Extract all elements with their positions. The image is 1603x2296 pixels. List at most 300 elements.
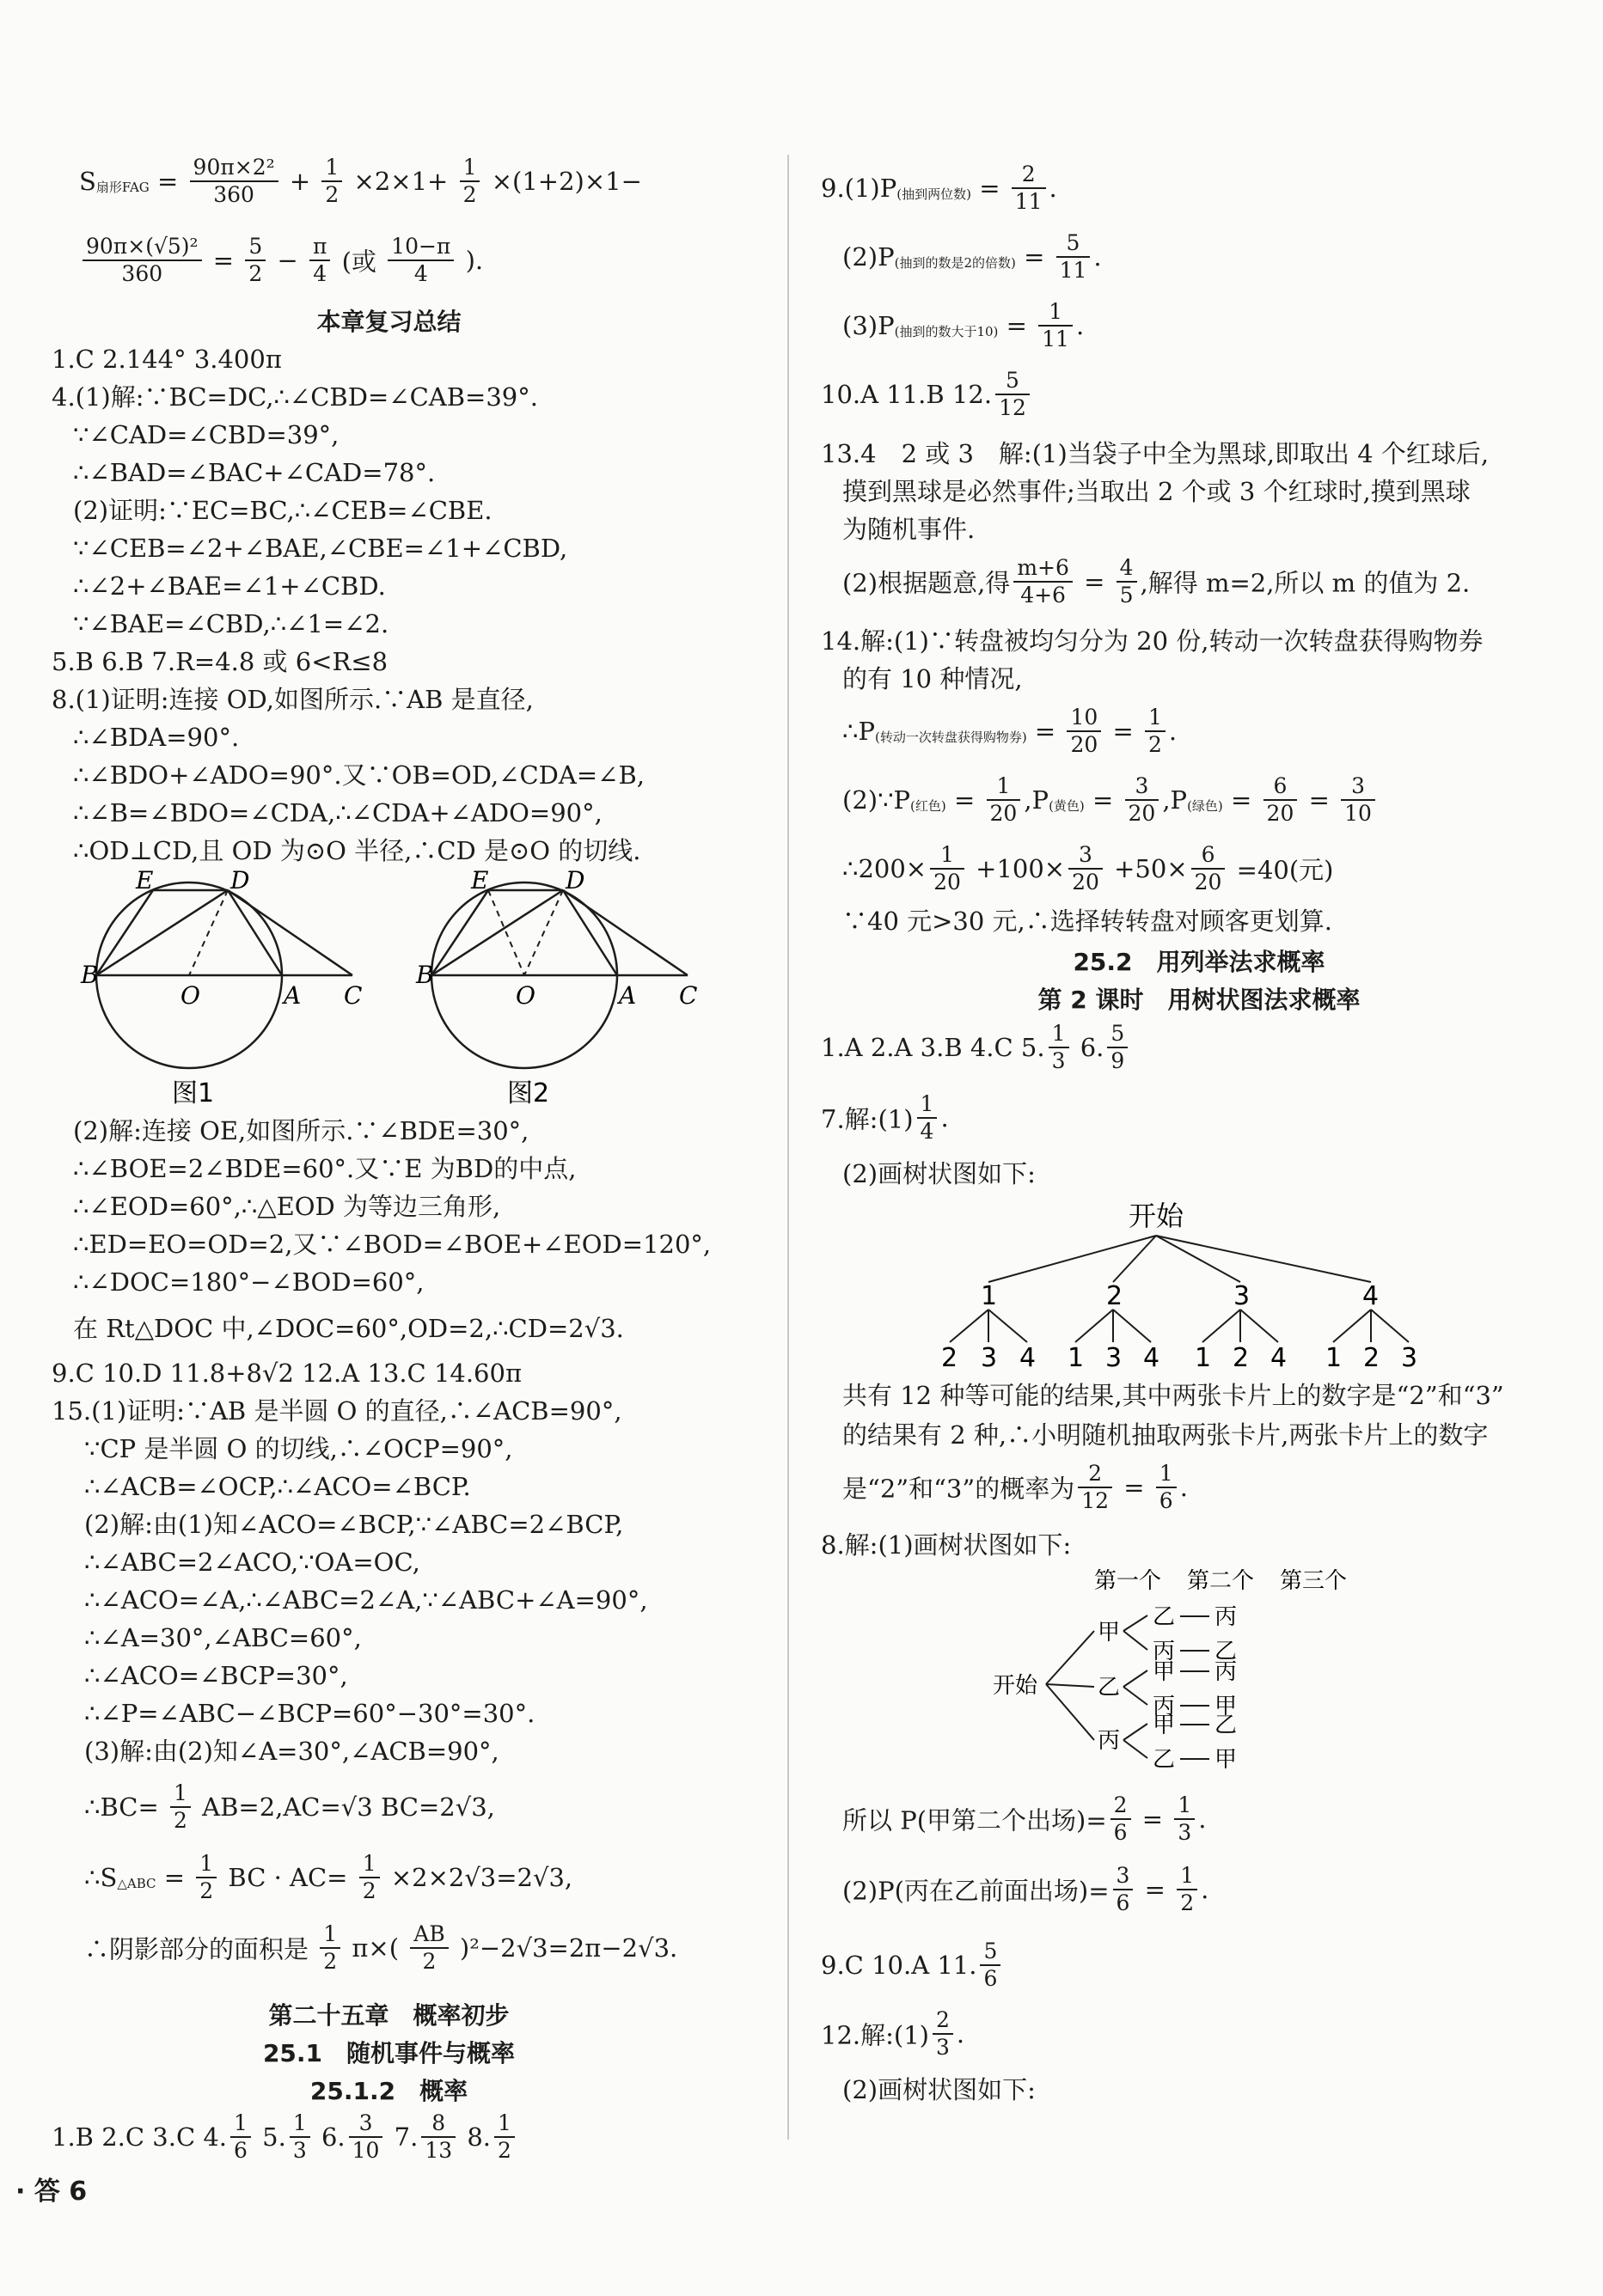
- numerator: 5: [1006, 368, 1019, 393]
- answers-25-1-2: [52, 2110, 518, 2164]
- denominator: 2: [245, 260, 266, 287]
- answer-line: 4.(1)解:∵BC=DC,∴∠CBD=∠CAB=39°.: [52, 382, 538, 412]
- fraction: [388, 234, 454, 287]
- q9-11: [821, 1939, 1004, 1992]
- shaded-area-line: [84, 1921, 677, 1975]
- fraction: [1156, 1461, 1177, 1514]
- formula-text: .: [1093, 242, 1102, 272]
- tree-leaf: 丙: [1214, 1659, 1238, 1685]
- formula-text: ×2×1+: [353, 167, 449, 196]
- line-oe-dashed: [488, 890, 524, 975]
- q9-2: [842, 230, 1102, 284]
- page-number: · 答 6: [15, 2177, 88, 2207]
- formula-text: .: [1168, 717, 1178, 746]
- denominator: 12: [995, 394, 1030, 421]
- q8-2-prob: [842, 1863, 1208, 1916]
- fraction: [359, 1851, 380, 1904]
- answer-line: ∵CP 是半圆 O 的切线,∴∠OCP=90°,: [84, 1434, 513, 1463]
- label-d: D: [230, 866, 250, 895]
- fraction: [1110, 1792, 1131, 1846]
- denominator: 2: [1177, 1889, 1197, 1916]
- figure-2-circle-diagram: [416, 866, 713, 1126]
- fraction: [230, 2110, 251, 2164]
- numerator: 90π×2²: [193, 155, 275, 180]
- formula-text: =: [1034, 717, 1056, 746]
- numerator: 10: [1070, 705, 1098, 730]
- formula-text: 12.解:(1): [821, 2020, 929, 2050]
- formula-text: ∴P: [842, 717, 875, 746]
- numerator: 3: [358, 2110, 373, 2135]
- denominator: 20: [930, 868, 964, 895]
- answer-line: 5.B 6.B 7.R=4.8 或 6<R≤8: [52, 647, 389, 676]
- formula-text: ∴200×: [842, 854, 927, 883]
- answer-line: ∴∠B=∠BDO=∠CDA,∴∠CDA+∠ADO=90°,: [73, 798, 603, 827]
- denominator: 2: [170, 1806, 191, 1834]
- fraction: [917, 1091, 938, 1145]
- formula-text: =: [1112, 717, 1134, 746]
- formula-text: ×(1+2)×1−: [491, 167, 642, 196]
- formula-text: +100×: [976, 854, 1066, 883]
- denominator: 2: [321, 180, 342, 208]
- fraction: [1191, 842, 1226, 895]
- formula-subscript: (绿色): [1187, 798, 1223, 814]
- formula-text: =: [1123, 1473, 1145, 1502]
- answer-line: ∴∠ACO=∠BCP=30°,: [84, 1661, 348, 1690]
- formula-text: 6.: [321, 2122, 346, 2152]
- label-a: A: [284, 981, 302, 1010]
- formula-text: )²−2√3=2π−2√3.: [459, 1933, 678, 1963]
- numerator: 1: [1051, 1021, 1066, 1046]
- answers-25-2: [821, 1021, 1131, 1074]
- numerator: 5: [1110, 1021, 1125, 1046]
- formula-text: (2)根据题意,得: [842, 568, 1011, 598]
- branch: [1123, 1687, 1147, 1705]
- tree-leaf: 1: [1195, 1343, 1212, 1373]
- formula-text: (或: [341, 247, 376, 277]
- formula-text: 6.: [1080, 1033, 1104, 1062]
- formula-text: ).: [465, 246, 484, 275]
- formula-text: =: [157, 167, 179, 196]
- q9-1: [821, 162, 1057, 215]
- denominator: 2: [359, 1877, 380, 1904]
- chapter-title: 第二十五章 概率初步: [268, 2001, 510, 2030]
- denominator: 6: [1110, 1818, 1131, 1846]
- formula-text: ,P: [1024, 785, 1049, 815]
- section-title: 本章复习总结: [316, 308, 462, 336]
- branch: [1075, 1310, 1113, 1342]
- formula-text: =: [1084, 567, 1105, 596]
- numerator: 10−π: [391, 234, 451, 259]
- numerator: 1: [1178, 1792, 1192, 1817]
- label-e: E: [136, 866, 154, 895]
- formula-text: π×(: [352, 1933, 400, 1963]
- denominator: 13: [421, 2136, 456, 2164]
- numerator: 5: [983, 1939, 998, 1963]
- q14-2-prob: [842, 773, 1379, 827]
- formula-text: =: [1231, 785, 1252, 815]
- numerator: 3: [1351, 773, 1365, 798]
- answer-line: 的有 10 种情况,: [842, 664, 1023, 693]
- fraction: [1117, 555, 1137, 608]
- numerator: π: [312, 234, 327, 259]
- answer-line: ∴∠A=30°,∠ABC=60°,: [84, 1623, 362, 1652]
- denominator: 20: [987, 799, 1021, 827]
- answer-line: 8.(1)证明:连接 OD,如图所示.∵AB 是直径,: [52, 685, 534, 714]
- numerator: 6: [1273, 773, 1288, 798]
- numerator: 1: [462, 155, 477, 180]
- subsection-title: 25.1.2 概率: [309, 2077, 468, 2105]
- numerator: 3: [1135, 773, 1149, 798]
- formula-text: 9.(1)P: [821, 174, 897, 203]
- answer-line: ∵∠CEB=∠2+∠BAE,∠CBE=∠1+∠CBD,: [73, 534, 568, 563]
- formula-subscript: (抽到的数大于10): [894, 324, 999, 339]
- numerator: 1: [292, 2110, 307, 2135]
- answer-line: ∴∠EOD=60°,∴△EOD 为等边三角形,: [73, 1192, 501, 1221]
- numerator: 1: [1148, 705, 1162, 730]
- tree-leaf: 乙: [1214, 1713, 1238, 1738]
- fraction: [245, 234, 266, 287]
- tree-node: 甲: [1153, 1659, 1176, 1685]
- fraction: [930, 842, 964, 895]
- formula-text: .: [1075, 311, 1085, 340]
- denominator: 5: [1117, 581, 1137, 608]
- denominator: 9: [1107, 1047, 1128, 1074]
- tree-leaf: 1: [1325, 1343, 1343, 1373]
- bc-line: [84, 1780, 495, 1834]
- branch: [1333, 1310, 1371, 1342]
- column-header: 第二个: [1187, 1568, 1255, 1594]
- column-header: 第一个: [1094, 1568, 1162, 1594]
- fraction: [1078, 1461, 1112, 1514]
- formula-subscript: (抽到的数是2的倍数): [894, 255, 1016, 271]
- tree-leaf: 3: [1401, 1343, 1418, 1373]
- branch: [1156, 1236, 1240, 1282]
- fraction: [494, 2110, 515, 2164]
- q7-result: [842, 1461, 1188, 1514]
- formula-text: ×2×2√3=2√3,: [390, 1863, 573, 1892]
- label-o: O: [516, 981, 535, 1010]
- fraction: [349, 2110, 383, 2164]
- denominator: 2: [320, 1947, 340, 1975]
- fraction: [170, 1780, 191, 1834]
- numerator: 2: [1021, 162, 1036, 186]
- formula-text: ,P: [1162, 785, 1188, 815]
- formula-text: +: [289, 167, 311, 196]
- numerator: 1: [920, 1091, 934, 1116]
- formula-text: .: [956, 2019, 965, 2049]
- answer-line: 15.(1)证明:∵AB 是半圆 O 的直径,∴∠ACB=90°,: [52, 1396, 622, 1426]
- fraction: [1068, 842, 1103, 895]
- denominator: 20: [1068, 868, 1103, 895]
- figure-1-circle-diagram: [81, 866, 378, 1126]
- denominator: 6: [980, 1964, 1000, 1992]
- tree-node: 3: [1233, 1281, 1251, 1311]
- answer-line: 14.解:(1)∵转盘被均匀分为 20 份,转动一次转盘获得购物券: [821, 626, 1484, 656]
- formula-text: =: [1141, 1804, 1164, 1834]
- numerator: 1: [199, 1851, 214, 1876]
- fraction: [1067, 705, 1101, 758]
- denominator: 2: [410, 1947, 448, 1975]
- answer-line: ∴∠BAD=∠BAC+∠CAD=78°.: [73, 458, 436, 487]
- formula-text: =: [1024, 242, 1045, 272]
- branch: [1046, 1631, 1094, 1684]
- tree-diagram-order: [993, 1564, 1388, 1787]
- label-c: C: [344, 981, 363, 1010]
- numerator: 1: [362, 1851, 376, 1876]
- label-o: O: [180, 981, 200, 1010]
- denominator: 4+6: [1013, 581, 1073, 608]
- tree-leaf: 1: [1068, 1343, 1085, 1373]
- fraction: [1145, 705, 1166, 758]
- left-column: [0, 0, 778, 2296]
- formula-text: =: [1092, 785, 1114, 815]
- answer-line: (2)解:由(1)知∠ACO=∠BCP,∵∠ABC=2∠BCP,: [84, 1510, 624, 1539]
- tree-node: 丙: [1153, 1694, 1176, 1719]
- formula-text: 7.: [394, 2122, 419, 2152]
- branch: [1123, 1724, 1147, 1740]
- tree-leaf: 丙: [1214, 1604, 1238, 1630]
- fraction: [995, 368, 1030, 421]
- denominator: 12: [1078, 1487, 1112, 1514]
- fraction: [460, 155, 480, 208]
- answer-line: 摸到黑球是必然事件;当取出 2 个或 3 个红球时,摸到黑球: [842, 477, 1471, 506]
- numerator: 1: [174, 1780, 187, 1805]
- formula-text: (2)∵P: [842, 785, 911, 815]
- fraction: [933, 2007, 953, 2061]
- formula-subscript: (抽到两位数): [896, 186, 971, 202]
- branch: [1046, 1684, 1094, 1740]
- denominator: 20: [1125, 799, 1159, 827]
- formula-text: 所以 P(甲第二个出场)=: [842, 1805, 1107, 1835]
- fraction: [1107, 1021, 1128, 1074]
- tree-leaf: 2: [1363, 1343, 1380, 1373]
- numerator: 1: [996, 773, 1011, 798]
- fraction: [1177, 1863, 1197, 1916]
- numerator: 3: [1116, 1863, 1130, 1888]
- fraction: [190, 155, 278, 208]
- formula-text: 9.C 10.A 11.: [821, 1951, 977, 1980]
- tree-node: 乙: [1153, 1604, 1176, 1630]
- denominator: 360: [190, 180, 278, 208]
- formula-text: .: [940, 1103, 949, 1133]
- denominator: 2: [460, 180, 480, 208]
- q8-1-prob: [842, 1792, 1206, 1846]
- answer-line: ∴OD⊥CD,且 OD 为⊙O 半径,∴CD 是⊙O 的切线.: [73, 836, 641, 865]
- numerator: 8: [431, 2110, 446, 2135]
- denominator: 4: [309, 260, 330, 287]
- branch: [1202, 1310, 1240, 1342]
- numerator: 2: [1088, 1461, 1103, 1486]
- branch: [1123, 1631, 1147, 1650]
- area-abc-line: [84, 1851, 572, 1904]
- q10-12: [821, 368, 1033, 421]
- fraction: [1113, 1863, 1134, 1916]
- denominator: 3: [933, 2033, 953, 2061]
- tree-root: 开始: [993, 1673, 1038, 1699]
- q13-2: [842, 555, 1470, 608]
- numerator: m+6: [1017, 555, 1069, 580]
- sector-area-formula: [79, 155, 642, 208]
- tree-leaf: 3: [1105, 1343, 1123, 1373]
- formula-subscript: 扇形FAG: [95, 180, 150, 195]
- denominator: 2: [494, 2136, 515, 2164]
- formula-text: .: [1049, 174, 1057, 203]
- answer-line: ∴∠DOC=180°−∠BOD=60°,: [73, 1267, 425, 1297]
- denominator: 20: [1263, 799, 1298, 827]
- q14-1-prob: [842, 705, 1177, 758]
- formula-text: 1.A 2.A 3.B 4.C 5.: [821, 1033, 1045, 1062]
- branch: [950, 1310, 988, 1342]
- tree-node: 丙: [1153, 1639, 1176, 1664]
- formula-text: (2)P(丙在乙前面出场)=: [842, 1876, 1110, 1906]
- right-column: [795, 0, 1603, 2296]
- answer-line: (2)解:连接 OE,如图所示.∵∠BDE=30°,: [73, 1116, 529, 1145]
- denominator: 360: [83, 260, 202, 287]
- denominator: 3: [290, 2136, 310, 2164]
- fraction: [1013, 555, 1073, 608]
- answer-line: 共有 12 种等可能的结果,其中两张卡片上的数字是“2”和“3”: [842, 1381, 1504, 1410]
- formula-text: 10.A 11.B 12.: [821, 380, 993, 409]
- answer-line: 8.解:(1)画树状图如下:: [821, 1530, 1072, 1560]
- answer-line: ∴∠2+∠BAE=∠1+∠CBD.: [73, 571, 386, 601]
- branch: [988, 1310, 1027, 1342]
- tree-node: 4: [1362, 1281, 1380, 1311]
- denominator: 6: [1113, 1889, 1134, 1916]
- q9-3: [842, 299, 1084, 352]
- answer-line: 13.4 2 或 3 解:(1)当袋子中全为黑球,即取出 4 个红球后,: [821, 439, 1490, 468]
- denominator: 3: [1174, 1818, 1195, 1846]
- answer-line: ∴∠BOE=2∠BDE=60°.又∵E 为BD的中点,: [73, 1154, 577, 1183]
- tree-node: 2: [1106, 1281, 1123, 1311]
- numerator: AB: [413, 1921, 445, 1946]
- formula-text: =40(元): [1236, 855, 1334, 885]
- branch: [1156, 1236, 1371, 1282]
- formula-text: BC · AC=: [228, 1863, 348, 1892]
- fraction: [320, 1921, 340, 1975]
- line-eb: [431, 890, 488, 975]
- formula-text: 7.解:(1): [821, 1104, 914, 1134]
- denominator: 11: [1038, 325, 1073, 352]
- label-c: C: [679, 981, 698, 1010]
- numerator: 90π×(√5)²: [86, 234, 199, 259]
- numerator: 1: [234, 2110, 248, 2135]
- answer-line: 为随机事件.: [842, 515, 976, 544]
- tree-node: 乙: [1098, 1675, 1121, 1701]
- branch: [1123, 1615, 1147, 1631]
- tree-node: 乙: [1153, 1747, 1176, 1773]
- formula-text: 8.: [467, 2122, 492, 2152]
- formula-text: ,解得 m=2,所以 m 的值为 2.: [1140, 568, 1471, 598]
- figure-1-caption: 图1: [172, 1078, 215, 1108]
- figure-2-caption: 图2: [507, 1078, 550, 1108]
- formula-subscript: (红色): [910, 798, 946, 814]
- formula-text: S: [79, 167, 96, 196]
- fraction: [1012, 162, 1046, 215]
- formula-text: ∴阴影部分的面积是: [84, 1934, 309, 1964]
- fraction: [421, 2110, 456, 2164]
- denominator: 11: [1012, 187, 1046, 215]
- fraction: [987, 773, 1021, 827]
- numerator: 1: [1159, 1461, 1173, 1486]
- label-b: B: [81, 961, 99, 989]
- denominator: 11: [1056, 256, 1091, 284]
- numerator: 6: [1201, 842, 1215, 867]
- answer-line: ∵∠BAE=∠CBD,∴∠1=∠2.: [73, 609, 389, 638]
- formula-text: (3)P: [842, 311, 895, 340]
- formula-text: .: [1179, 1473, 1188, 1502]
- formula-text: .: [1201, 1875, 1209, 1904]
- answer-line: (2)证明:∵EC=BC,∴∠CEB=∠CBE.: [73, 496, 493, 525]
- denominator: 10: [349, 2136, 383, 2164]
- line-dc: [563, 890, 688, 975]
- q7-1: [821, 1091, 949, 1145]
- formula-text: .: [1198, 1804, 1207, 1834]
- denominator: 10: [1341, 799, 1375, 827]
- column-header: 第三个: [1280, 1568, 1348, 1594]
- fraction: [321, 155, 342, 208]
- fraction: [1263, 773, 1298, 827]
- branch: [1240, 1310, 1278, 1342]
- answer-line: ∴∠BDA=90°.: [73, 723, 240, 752]
- tree-leaf: 4: [1143, 1343, 1160, 1373]
- denominator: 6: [230, 2136, 251, 2164]
- fraction: [1125, 773, 1159, 827]
- denominator: 2: [1145, 730, 1166, 758]
- tree-leaf: 4: [1019, 1343, 1037, 1373]
- answer-line: (3)解:由(2)知∠A=30°,∠ACB=90°,: [84, 1737, 499, 1766]
- formula-text: 1.B 2.C 3.C 4.: [52, 2122, 228, 2152]
- denominator: 20: [1067, 730, 1101, 758]
- q14-3-sum: [842, 842, 1334, 895]
- line-da: [563, 890, 617, 975]
- formula-text: =: [1006, 311, 1027, 340]
- numerator: 1: [498, 2110, 511, 2135]
- numerator: 1: [323, 1921, 338, 1946]
- answer-line: 的结果有 2 种,∴小明随机抽取两张卡片,两张卡片上的数字: [842, 1420, 1489, 1450]
- branch: [1046, 1684, 1094, 1687]
- answer-line: ∴∠BDO+∠ADO=90°.又∵OB=OD,∠CDA=∠B,: [73, 760, 645, 790]
- q12-1: [821, 2007, 964, 2061]
- tree-leaf: 乙: [1214, 1639, 1238, 1664]
- formula-text: =: [1144, 1875, 1166, 1904]
- tree-node: 甲: [1153, 1713, 1176, 1738]
- branch: [1113, 1236, 1156, 1282]
- formula-text: −: [277, 246, 298, 275]
- tree-node: 甲: [1098, 1620, 1121, 1646]
- denominator: 4: [917, 1117, 938, 1145]
- answer-line: ∵40 元>30 元,∴选择转转盘对顾客更划算.: [842, 907, 1332, 936]
- tree-leaf: 甲: [1214, 1694, 1238, 1719]
- formula-text: 5.: [262, 2122, 286, 2152]
- answer-line: ∴∠P=∠ABC−∠BCP=60°−30°=30°.: [84, 1699, 535, 1728]
- fraction: [309, 234, 330, 287]
- numerator: 1: [940, 842, 954, 867]
- fraction: [410, 1921, 448, 1975]
- numerator: 2: [935, 2007, 950, 2032]
- section-title: 25.2 用列举法求概率: [1073, 948, 1325, 976]
- formula-text: +50×: [1114, 854, 1188, 883]
- subsection-title: 第 2 课时 用树状图法求概率: [1037, 986, 1361, 1014]
- tree-diagram-cards: [907, 1194, 1423, 1375]
- formula-subscript: (转动一次转盘获得购物券): [874, 730, 1027, 745]
- answer-line: ∵∠CAD=∠CBD=39°,: [73, 420, 340, 449]
- formula-text: AB=2,AC=√3 BC=2√3,: [202, 1792, 495, 1822]
- tree-leaf: 甲: [1214, 1747, 1238, 1773]
- branch: [988, 1236, 1156, 1282]
- tree-node: 1: [981, 1281, 998, 1311]
- section-title: 25.1 随机事件与概率: [262, 2039, 516, 2067]
- fraction: [83, 234, 202, 287]
